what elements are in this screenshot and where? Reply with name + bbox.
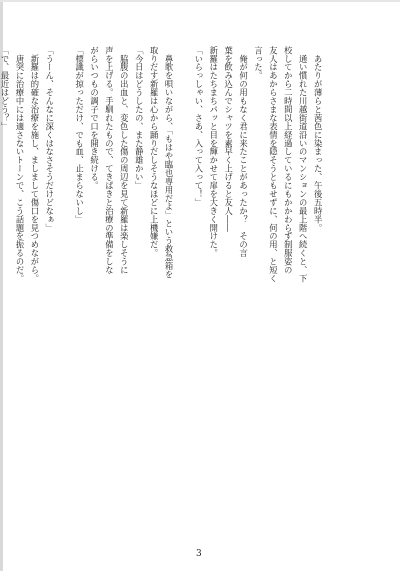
text-line bbox=[191, 300, 206, 544]
text-line bbox=[161, 300, 176, 544]
lower-text-block bbox=[40, 300, 340, 544]
text-line: 「標識が掠っただけ、でも血、止まらないし」 bbox=[74, 46, 85, 224]
text-line: 校してから二時間以上経過しているにもかかわらず制服姿の bbox=[283, 46, 294, 275]
text-line bbox=[102, 300, 117, 544]
text-line: 葉を飲み込んでシャツを素早く上げると友人―― bbox=[223, 46, 234, 232]
text-line bbox=[251, 300, 266, 544]
text-line: 声を上げる。手馴れたもので、てきぱきと治療の準備をしな bbox=[104, 46, 115, 275]
text-line bbox=[27, 300, 42, 544]
text-line: 脇腹の出血と、変色した傷の周辺を見て新羅は楽しそうに bbox=[119, 46, 130, 275]
text-line bbox=[236, 300, 251, 544]
text-line: 俺が何の用もなく君に来たことがあったか？ その言 bbox=[238, 46, 249, 258]
text-line bbox=[12, 300, 27, 544]
text-line bbox=[57, 46, 72, 290]
text-line: 鼻歌を唄いながら、「もはや臨也専用だよ」という救急箱を bbox=[164, 46, 175, 279]
text-line: 唐突に治療中には適さないトーンで、こう話題を振るのだ。 bbox=[14, 46, 25, 283]
text-line: 取りだす新羅は心から踊りだしそうなほどに上機嫌だ。 bbox=[149, 46, 160, 258]
text-line bbox=[310, 300, 325, 544]
text-line: 友人はあからさまな表情を隠そうともせずに、何の用、と短く bbox=[268, 46, 279, 283]
text-line: 言った。 bbox=[253, 46, 264, 80]
text-line bbox=[146, 300, 161, 544]
text-line bbox=[295, 300, 310, 544]
text-line bbox=[72, 300, 87, 544]
text-line: 「うーん、そんなに深くはなさそうだけどなぁ」 bbox=[44, 46, 55, 232]
text-line: 新羅はたちまちパッと目を輝かせて扉を大きく開けた。 bbox=[208, 46, 219, 258]
text-line bbox=[87, 300, 102, 544]
upper-text-block bbox=[0, 46, 340, 290]
text-line bbox=[280, 300, 295, 544]
text-line: 「で、最近はどう？」 bbox=[0, 46, 11, 131]
scan-edge-shadow-top bbox=[0, 0, 400, 2]
text-line bbox=[265, 300, 280, 544]
text-line: 通い慣れた川越街道沿いのマンションの最上階へ続くと、下 bbox=[298, 46, 309, 283]
text-line bbox=[0, 300, 12, 544]
text-line bbox=[221, 300, 236, 544]
text-line: あたりが薄らと茜色に染まった、午後五時半。 bbox=[313, 46, 324, 232]
text-line: 「いらっしゃい、さあ、入って入って！」 bbox=[193, 46, 204, 207]
text-line bbox=[116, 300, 131, 544]
text-line bbox=[176, 300, 191, 544]
text-line: 新羅は的確な治療を施し、ましまして傷口を見つめながら。 bbox=[29, 46, 40, 283]
text-line: がらいつもの調子で口を開き続ける。 bbox=[89, 46, 100, 190]
text-line bbox=[206, 300, 221, 544]
text-line bbox=[42, 300, 57, 544]
text-line bbox=[131, 300, 146, 544]
text-line bbox=[57, 300, 72, 544]
text-line bbox=[176, 46, 191, 290]
text-line: 「今日はどうしたの、また静雄かい」 bbox=[134, 46, 145, 190]
text-line bbox=[325, 300, 340, 544]
page-number: 3 bbox=[196, 549, 202, 559]
text-line bbox=[325, 46, 340, 290]
